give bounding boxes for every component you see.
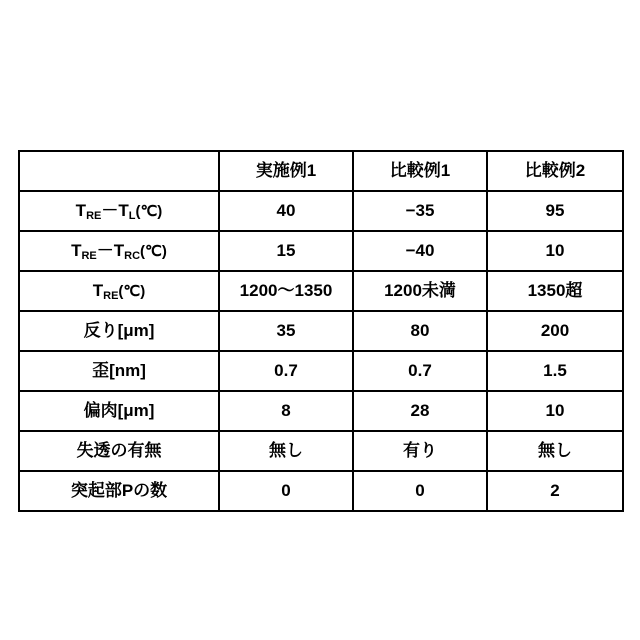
table-row — [19, 231, 623, 271]
unit-celsius: (℃) — [140, 242, 167, 260]
cell-value: 0.7 — [353, 351, 487, 391]
cell-value: 0 — [219, 471, 353, 511]
cell-value: 2 — [487, 471, 623, 511]
cell-value: 無し — [487, 431, 623, 471]
unit-celsius: (℃) — [135, 202, 163, 220]
cell-value: 1200〜1350 — [219, 271, 353, 311]
row-label-tre-minus-trc: $T_{RE}-T_{RC}(℃)$ — [19, 231, 219, 271]
cell-value: 80 — [353, 311, 487, 351]
cell-value: 10 — [487, 391, 623, 431]
row-label-strain: 歪[nm] — [19, 351, 219, 391]
table-row — [19, 431, 623, 471]
cell-value: 40 — [219, 191, 353, 231]
row-label-protrusion-count: 突起部Pの数 — [19, 471, 219, 511]
cell-value: 95 — [487, 191, 623, 231]
cell-value: 15 — [219, 231, 353, 271]
subscript-re: RE — [103, 289, 119, 302]
subscript-rc: RC — [124, 249, 141, 262]
cell-value: 10 — [487, 231, 623, 271]
cell-value: 35 — [219, 311, 353, 351]
table-row — [19, 271, 623, 311]
cell-value: 有り — [353, 431, 487, 471]
row-label-devitrification: 失透の有無 — [19, 431, 219, 471]
cell-value: 0 — [353, 471, 487, 511]
table-row — [19, 311, 623, 351]
comparison-table-container — [18, 150, 622, 512]
table-row — [19, 351, 623, 391]
row-label-warp: 反り[μm] — [19, 311, 219, 351]
unit-celsius: (℃) — [118, 282, 146, 300]
header-cell-example1: 実施例1 — [219, 151, 353, 191]
cell-value: 0.7 — [219, 351, 353, 391]
cell-value: 1350超 — [487, 271, 623, 311]
subscript-l: L — [128, 209, 136, 222]
cell-value: 8 — [219, 391, 353, 431]
cell-value: 200 — [487, 311, 623, 351]
header-cell-blank — [19, 151, 219, 191]
table-row — [19, 391, 623, 431]
cell-value: 28 — [353, 391, 487, 431]
cell-value: 1200未満 — [353, 271, 487, 311]
cell-value: 1.5 — [487, 351, 623, 391]
cell-value: −35 — [353, 191, 487, 231]
comparison-table — [18, 150, 624, 512]
subscript-re: RE — [81, 249, 97, 262]
cell-value: 無し — [219, 431, 353, 471]
table-header-row — [19, 151, 623, 191]
table-row — [19, 191, 623, 231]
table-row — [19, 471, 623, 511]
subscript-re: RE — [86, 209, 102, 222]
cell-value: −40 — [353, 231, 487, 271]
row-label-thickness-deviation: 偏肉[μm] — [19, 391, 219, 431]
row-label-tre: $T_{RE}(℃)$ — [19, 271, 219, 311]
header-cell-comparative2: 比較例2 — [487, 151, 623, 191]
header-cell-comparative1: 比較例1 — [353, 151, 487, 191]
row-label-tre-minus-tl: $T_{RE}-T_L(℃)$ — [19, 191, 219, 231]
